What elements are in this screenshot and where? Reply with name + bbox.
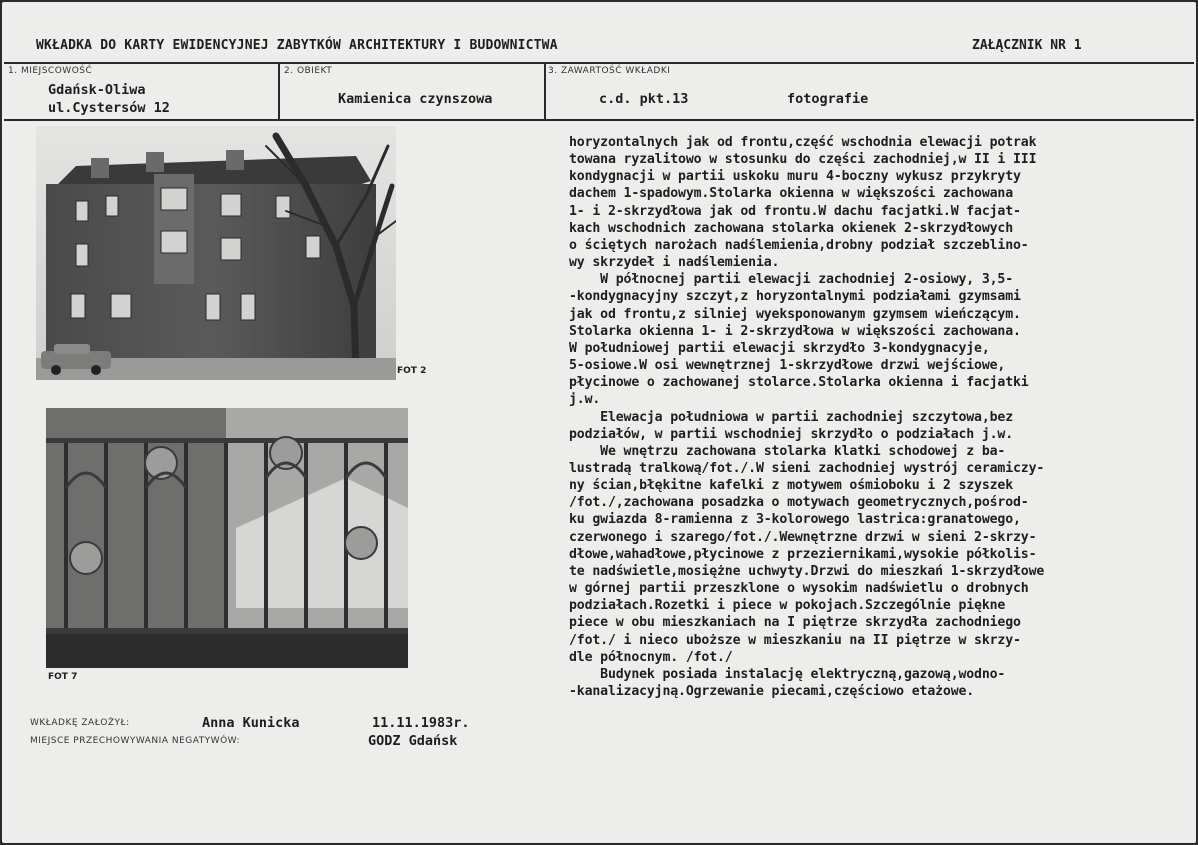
text-line: ku gwiazda 8-ramienna z 3-kolorowego lastrica:granatowego, [569, 512, 1021, 528]
field-divider-2 [544, 64, 546, 120]
text-line: kach wschodnich zachowana stolarka okienek 2-skrzydłowych [569, 220, 1014, 236]
building-illustration [36, 126, 396, 380]
author-label: WKŁADKĘ ZAŁOŻYŁ: [30, 718, 130, 728]
text-line: czerwonego i szarego/fot./.Wewnętrzne drzwi w sieni 2-skrzy- [569, 529, 1037, 545]
text-line: 1- i 2-skrzydłowa jak od frontu.W dachu facjatki.W facjat- [569, 203, 1021, 219]
photo-building-label: FOT 2 [397, 366, 427, 376]
text-line: w górnej partii przeszklone o wysokim nadświetlu o drobnych [569, 581, 1029, 597]
description-text [569, 134, 1197, 700]
locality-line2: ul.Cystersów 12 [48, 100, 170, 116]
text-line: podziałów, w partii wschodniej skrzydło o podziałach j.w. [569, 426, 1014, 442]
locality-line1: Gdańsk-Oliwa [48, 82, 146, 98]
annex-number: ZAŁĄCZNIK NR 1 [972, 38, 1082, 53]
author-name: Anna Kunicka [202, 715, 300, 731]
photo-balustrade [46, 408, 408, 668]
text-line: towana ryzalitowo w stosunku do części zachodniej,w II i III [569, 152, 1037, 168]
text-line: te nadświetle,mosiężne uchwyty.Drzwi do mieszkań 1-skrzydłowe [569, 563, 1045, 579]
text-line: dachem 1-spadowym.Stolarka okienna w większości zachowana [569, 186, 1014, 202]
text-line: piece w obu mieszkaniach na I piętrze skrzydła zachodniego [569, 615, 1021, 631]
balustrade-illustration [46, 408, 408, 668]
contents-value: c.d. pkt.13 [599, 91, 689, 107]
field-divider-1 [278, 64, 280, 120]
text-line: Elewacja południowa w partii zachodniej szczytowa,bez [569, 409, 1014, 425]
text-line: -kanalizacyjną.Ogrzewanie piecami,częściowo etażowe. [569, 684, 975, 699]
text-line: We wnętrzu zachowana stolarka klatki schodowej z ba- [569, 443, 1006, 459]
photo-balustrade-label: FOT 7 [48, 672, 78, 682]
text-line: horyzontalnych jak od frontu,część wschodnia elewacji potrak [569, 135, 1037, 150]
photo-building [36, 126, 396, 380]
text-line: W południowej partii elewacji skrzydło 3-kondygnacyje, [569, 340, 990, 356]
locality-label: 1. MIEJSCOWOŚĆ [8, 66, 93, 76]
text-line: wy skrzydeł i nadślemienia. [569, 255, 780, 271]
text-line: Stolarka okienna 1- i 2-skrzydłowa w większości zachowana. [569, 323, 1021, 339]
text-line: podziałach.Rozetki i piece w pokojach.Szczególnie piękne [569, 598, 1006, 614]
fields-rule [4, 119, 1194, 121]
text-line: o ściętych narożach nadślemienia,drobny podział szczeblino- [569, 237, 1029, 253]
object-label: 2. OBIEKT [284, 66, 333, 76]
header-rule [4, 62, 1194, 64]
contents-label: 3. ZAWARTOŚĆ WKŁADKI [548, 66, 671, 76]
contents-extra: fotografie [787, 91, 869, 107]
object-value: Kamienica czynszowa [338, 91, 493, 107]
text-line: j.w. [569, 392, 601, 408]
text-line: -kondygnacyjny szczyt,z horyzontalnymi podziałami gzymsami [569, 289, 1021, 305]
record-card [2, 2, 1196, 843]
text-line: kondygnacji w partii uskoku muru 4-boczny wykusz przykryty [569, 169, 1021, 185]
text-line: płycinowe o zachowanej stolarce.Stolarka okienna i facjatki [569, 375, 1029, 391]
text-line: Budynek posiada instalację elektryczną,gazową,wodno- [569, 666, 1006, 682]
negatives-label: MIEJSCE PRZECHOWYWANIA NEGATYWÓW: [30, 736, 241, 746]
text-line: jak od frontu,z silniej wyeksponowanym gzymsem wieńczącym. [569, 306, 1021, 322]
text-line: dłowe,wahadłowe,płycinowe z przeziernikami,wysokie półkolis- [569, 546, 1037, 562]
text-line: /fot./,zachowana posadzka o motywach geometrycznych,pośrod- [569, 495, 1029, 511]
text-line: W północnej partii elewacji zachodniej 2-osiowy, 3,5- [569, 272, 1014, 288]
text-line: dle północnym. /fot./ [569, 649, 733, 665]
form-title: WKŁADKA DO KARTY EWIDENCYJNEJ ZABYTKÓW ARCHITEKTURY I BUDOWNICTWA [36, 38, 558, 53]
text-line: lustradą tralkową/fot./.W sieni zachodniej wystrój ceramiczy- [569, 460, 1045, 476]
negatives-location: GODZ Gdańsk [368, 733, 458, 749]
author-date: 11.11.1983r. [372, 715, 470, 731]
text-line: ny ścian,błękitne kafelki z motywem ośmioboku i 2 szyszek [569, 478, 1014, 494]
text-line: /fot./ i nieco uboższe w mieszkaniu na II piętrze w skrzy- [569, 632, 1021, 648]
text-line: 5-osiowe.W osi wewnętrznej 1-skrzydłowe drzwi wejściowe, [569, 358, 1006, 374]
